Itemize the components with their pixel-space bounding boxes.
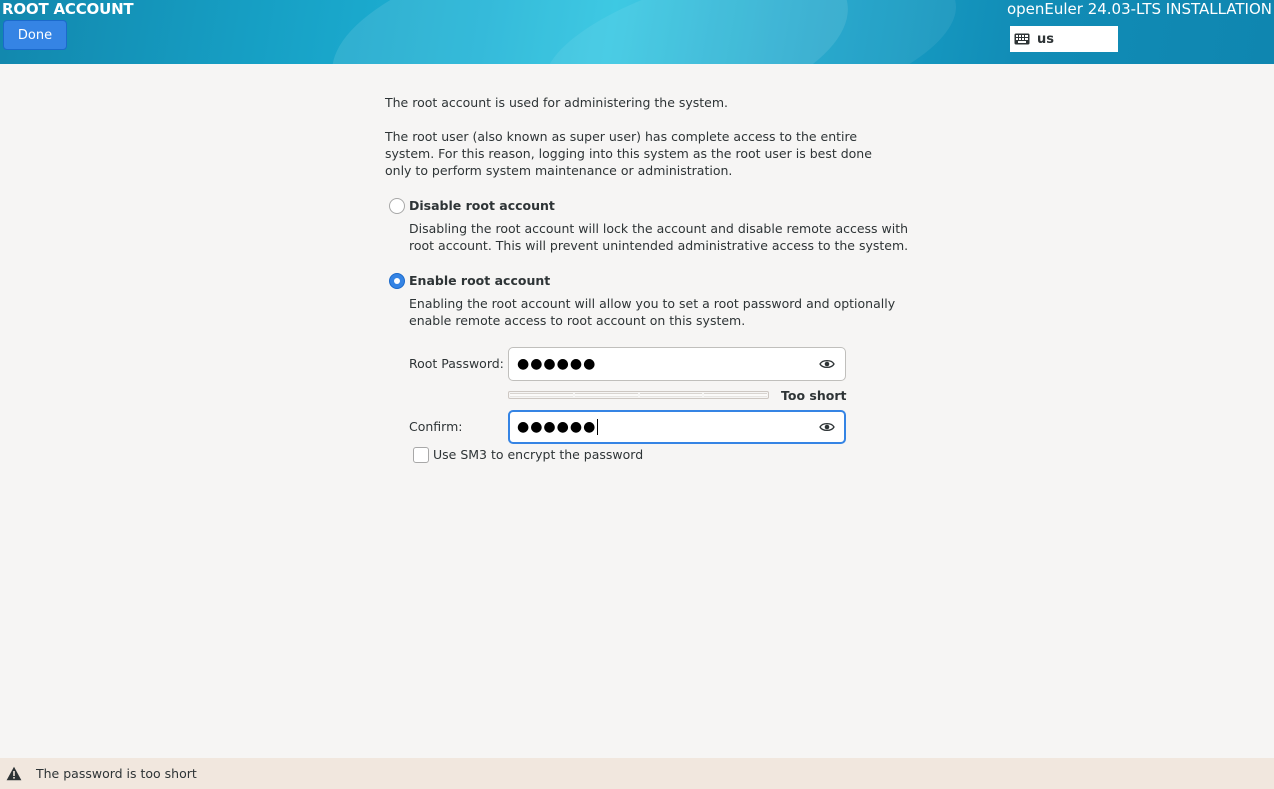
sm3-encrypt-checkbox[interactable] <box>413 446 643 463</box>
disable-root-description: Disabling the root account will lock the account and disable remote access with root account. This will prevent unintended administrative access to the system. <box>409 221 909 253</box>
product-title: openEuler 24.03-LTS INSTALLATION <box>1006 0 1272 18</box>
status-message: The password is too short <box>36 766 197 781</box>
password-strength-label: Too short <box>781 388 847 403</box>
sm3-checkbox-label: Use SM3 to encrypt the password <box>433 447 644 462</box>
keyboard-layout-label: us <box>1037 31 1054 47</box>
keyboard-icon <box>1014 33 1030 45</box>
root-password-label: Root Password: <box>409 356 504 371</box>
root-password-field[interactable] <box>508 347 846 381</box>
enable-root-label: Enable root account <box>409 273 551 288</box>
root-password-value: ●●●●●● <box>517 355 597 372</box>
password-strength-bar <box>508 391 769 399</box>
eye-icon[interactable] <box>819 420 835 434</box>
warning-icon <box>6 766 22 781</box>
disable-root-radio[interactable] <box>389 197 555 214</box>
confirm-password-value: ●●●●●● <box>517 418 597 435</box>
confirm-password-field[interactable] <box>508 410 846 444</box>
disable-root-radio-indicator[interactable] <box>389 198 405 214</box>
enable-root-radio[interactable] <box>389 272 550 289</box>
disable-root-label: Disable root account <box>409 198 555 213</box>
text-caret <box>597 419 598 435</box>
enable-root-description: Enabling the root account will allow you to set a root password and optionally enable remote access to root account on this system. <box>409 296 896 328</box>
eye-icon[interactable] <box>819 357 835 371</box>
done-button[interactable]: Done <box>3 20 67 50</box>
keyboard-layout-indicator[interactable] <box>1010 26 1118 52</box>
confirm-password-label: Confirm: <box>409 419 463 434</box>
sm3-checkbox-indicator[interactable] <box>413 447 429 463</box>
spoke-title: ROOT ACCOUNT <box>2 0 134 18</box>
spoke-header <box>0 0 1274 64</box>
details-text: The root user (also known as super user) has complete access to the entire system. For this reason, logging into this system as the root user is best done only to perform system maintenance or administration. <box>385 129 872 178</box>
warning-statusbar[interactable] <box>0 758 1274 789</box>
intro-text: The root account is used for administering the system. <box>385 95 729 110</box>
enable-root-radio-indicator[interactable] <box>389 273 405 289</box>
